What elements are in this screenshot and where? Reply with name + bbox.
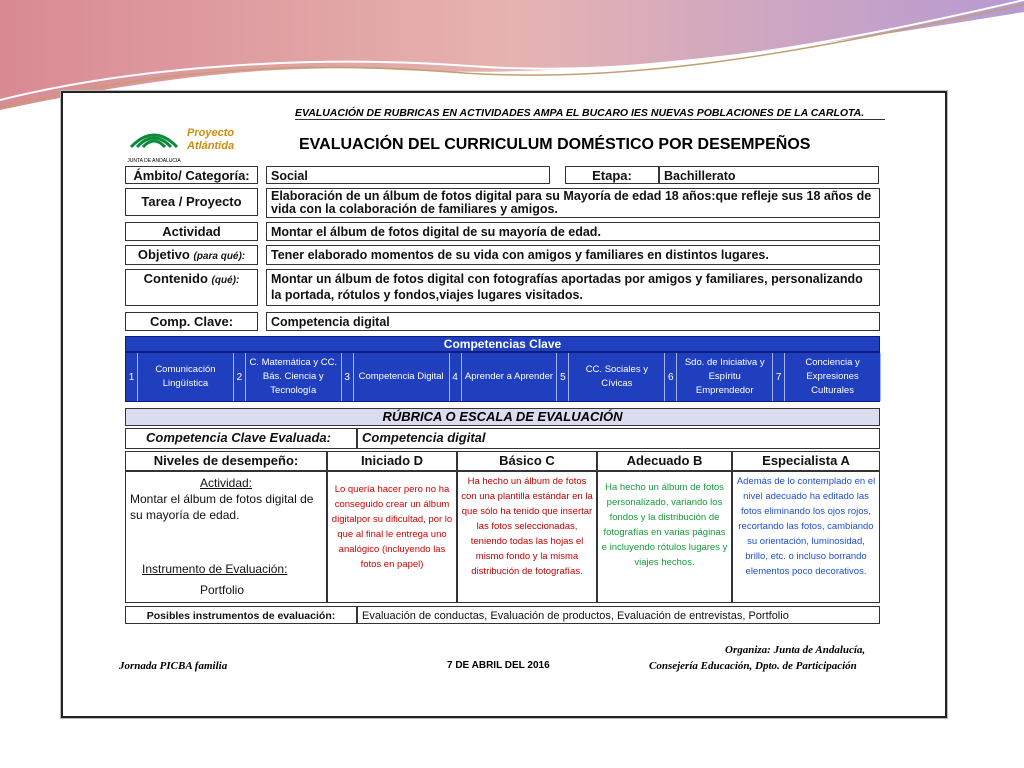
instrumento-value: Portfolio xyxy=(200,583,245,597)
tarea-value: Elaboración de un álbum de fotos digital para su Mayoría de edad 18 años:que refleje sus 18 años de vida con la colaboración de familiares y amigos. xyxy=(266,188,880,218)
competencia-num-6: 6 xyxy=(665,353,677,401)
footer-right-2: Consejería Educación, Dpto. de Participación xyxy=(649,660,857,672)
actividad-value: Montar el álbum de fotos digital de su mayoría de edad. xyxy=(266,222,880,241)
competencia-5: CC. Sociales y Cívicas xyxy=(569,353,665,401)
competencia-num-7: 7 xyxy=(773,353,785,401)
etapa-value: Bachillerato xyxy=(659,166,879,184)
logo-proyecto xyxy=(187,127,253,159)
competencias-row xyxy=(125,352,880,402)
ambito-label: Ámbito/ Categoría: xyxy=(125,166,258,184)
main-title: EVALUACIÓN DEL CURRICULUM DOMÉSTICO POR DESEMPEÑOS xyxy=(299,136,811,153)
rubrica-left-cell xyxy=(125,471,327,603)
level-header-1: Básico C xyxy=(457,451,597,471)
competencia-4: Aprender a Aprender xyxy=(462,353,558,401)
level-header-3: Especialista A xyxy=(732,451,880,471)
niveles-label: Niveles de desempeño: xyxy=(125,451,327,471)
actividad-label: Actividad xyxy=(125,222,258,241)
instrumento-label: Instrumento de Evaluación: xyxy=(142,562,288,576)
footer-left: Jornada PICBA familia xyxy=(119,660,228,672)
level-cell-0: Lo quería hacer pero no ha conseguido crear un álbum digitalpor su dificultad, por lo que al final le entrega uno analógico (incluyendo las fotos en papel) xyxy=(327,471,457,603)
rubrica-actividad-text: Montar el álbum de fotos digital de su mayoría de edad. xyxy=(130,492,314,522)
competencia-num-3: 3 xyxy=(342,353,354,401)
ambito-value: Social xyxy=(266,166,550,184)
competencia-num-4: 4 xyxy=(450,353,462,401)
comp-label: Comp. Clave: xyxy=(125,312,258,331)
competencia-num-5: 5 xyxy=(557,353,569,401)
proyecto-logo-text: Proyecto Atlántida xyxy=(187,127,235,152)
contenido-value: Montar un álbum de fotos digital con fotografías aportadas por amigos y familiares, personalizando la portada, rótulos y fondos,viajes lugares visitados. xyxy=(266,269,880,306)
level-header-2: Adecuado B xyxy=(597,451,732,471)
objetivo-label-sub: (para qué): xyxy=(193,251,246,262)
rubrica-title: RÚBRICA O ESCALA DE EVALUACIÓN xyxy=(125,408,880,426)
objetivo-label xyxy=(125,245,258,265)
posibles-label: Posibles instrumentos de evaluación: xyxy=(125,606,357,624)
competencia-3: Competencia Digital xyxy=(354,353,450,401)
level-cell-1: Ha hecho un álbum de fotos con una plantilla estándar en la que sólo ha tenido que insertar las fotos seleccionadas, teniendo todas las hojas el mismo fondo y la misma distribución de fotografías. xyxy=(457,471,597,603)
competencias-header: Competencias Clave xyxy=(125,336,880,352)
comp-eval-value: Competencia digital xyxy=(357,428,880,449)
level-cell-3: Además de lo contemplado en el nivel adecuado ha editado las fotos eliminando los ojos rojos, recortando las fotos, cambiando su orientación, luminosidad, brillo, etc. o incluso borrando elementos poco decorativos. xyxy=(732,471,880,603)
junta-logo-icon xyxy=(125,125,183,153)
rubrica-actividad-label: Actividad: xyxy=(199,476,253,490)
logo-junta xyxy=(125,125,183,164)
contenido-label-main: Contenido xyxy=(143,271,208,286)
competencia-7: Conciencia y Expresiones Culturales xyxy=(785,353,881,401)
competencia-1: Comunicación Lingüística xyxy=(138,353,234,401)
level-header-0: Iniciado D xyxy=(327,451,457,471)
contenido-label-sub: (qué): xyxy=(211,275,240,286)
competencia-6: Sdo. de Iniciativa y Espíritu Emprendedor xyxy=(677,353,773,401)
competencia-num-1: 1 xyxy=(126,353,138,401)
competencia-2: C. Matemática y CC. Bás. Ciencia y Tecnología xyxy=(246,353,342,401)
level-cell-2: Ha hecho un álbum de fotos personalizado, variando los fondos y la distribución de fotografías en varias páginas e incluyendo rótulos lugares y viajes hechos. xyxy=(597,471,732,603)
top-title: EVALUACIÓN DE RUBRICAS EN ACTIVIDADES AMPA EL BUCARO IES NUEVAS POBLACIONES DE LA CARLOTA. xyxy=(295,107,885,120)
comp-eval-label: Competencia Clave Evaluada: xyxy=(125,428,357,449)
etapa-label: Etapa: xyxy=(565,166,659,184)
junta-logo-text: JUNTA DE ANDALUCIA xyxy=(127,158,181,164)
footer-center: 7 DE ABRIL DEL 2016 xyxy=(447,660,550,671)
tarea-label: Tarea / Proyecto xyxy=(125,188,258,216)
comp-value: Competencia digital xyxy=(266,312,880,331)
footer-right-1: Organiza: Junta de Andalucía, xyxy=(725,644,866,656)
competencia-num-2: 2 xyxy=(234,353,246,401)
objetivo-label-main: Objetivo xyxy=(137,247,190,262)
posibles-value: Evaluación de conductas, Evaluación de productos, Evaluación de entrevistas, Portfolio xyxy=(357,606,880,624)
rubric-card xyxy=(61,91,947,718)
contenido-label xyxy=(125,269,258,306)
objetivo-value: Tener elaborado momentos de su vida con amigos y familiares en distintos lugares. xyxy=(266,245,880,265)
